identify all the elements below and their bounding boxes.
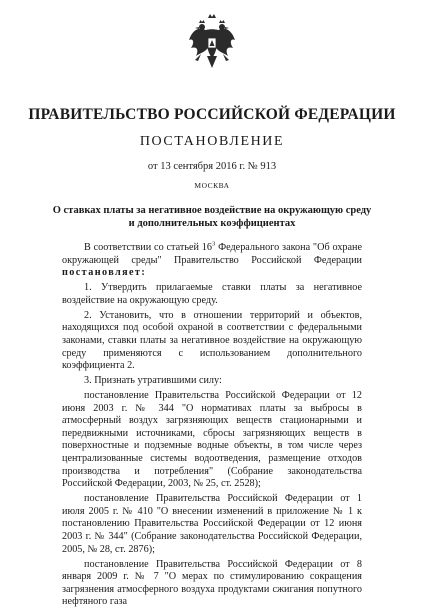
paragraph-1: 1. Утвердить прилагаемые ставки платы за негативное воздействие на окружающую среду.	[62, 282, 362, 306]
paragraph-4: постановление Правительства Российской Федерации от 12 июня 2003 г. № 344 "О нормативах платы за выбросы в атмосферный воздух загрязняющих веществ стационарными и передвижными источниками, сбросы загрязняющих веществ в поверхностные и подземные водные объекты, в том числе через централизованные системы водоотведения, размещение отходов производства и потребления" (Собрание законодательства Российской Федерации, 2003, № 25, ст. 2528);	[62, 390, 362, 490]
city-label: МОСКВА	[194, 181, 230, 190]
title-line-1: О ставках платы за негативное воздействие на окружающую среду	[52, 205, 372, 216]
paragraph-2: 2. Установить, что в отношении территорий и объектов, находящихся под особой охраной в соответствии с федеральными законами, ставки платы за негативное воздействие на окружающую среду применяются с использованием дополнительного коэффициента 2.	[62, 309, 362, 372]
document-body	[62, 242, 362, 611]
paragraph-3: 3. Признать утратившими силу:	[84, 375, 222, 387]
paragraph-5: постановление Правительства Российской Федерации от 1 июля 2005 г. № 410 "О внесении изменений в приложение № 1 к постановлению Правительства Российской Федерации от 12 июня 2003 г. № 344" (Собрание законодательства Российской Федерации, 2005, № 28, ст. 2876);	[62, 493, 362, 555]
decree-word: постановляет:	[62, 267, 147, 279]
intro-text-b: Федерального закона "Об охране окружающей среды" Правительство Российской Федерации	[62, 242, 362, 266]
document-title	[40, 205, 384, 230]
government-heading: ПРАВИТЕЛЬСТВО РОССИЙСКОЙ ФЕДЕРАЦИИ	[28, 106, 396, 123]
intro-text-a: В соответствии со статьей 16	[84, 242, 212, 253]
date-and-number: от 13 сентября 2016 г. № 913	[147, 161, 277, 172]
intro-superscript: 3	[211, 240, 216, 248]
coat-of-arms-emblem	[187, 12, 237, 72]
document-type-heading: ПОСТАНОВЛЕНИЕ	[139, 134, 285, 149]
intro-paragraph	[62, 242, 362, 280]
title-line-2: и дополнительных коэффициентах	[128, 217, 296, 229]
paragraph-6: постановление Правительства Российской Федерации от 8 января 2009 г. № 7 "О мерах по стимулированию сокращения загрязнения атмосферного воздуха продуктами сжигания попутного нефтяного газа	[62, 558, 362, 608]
